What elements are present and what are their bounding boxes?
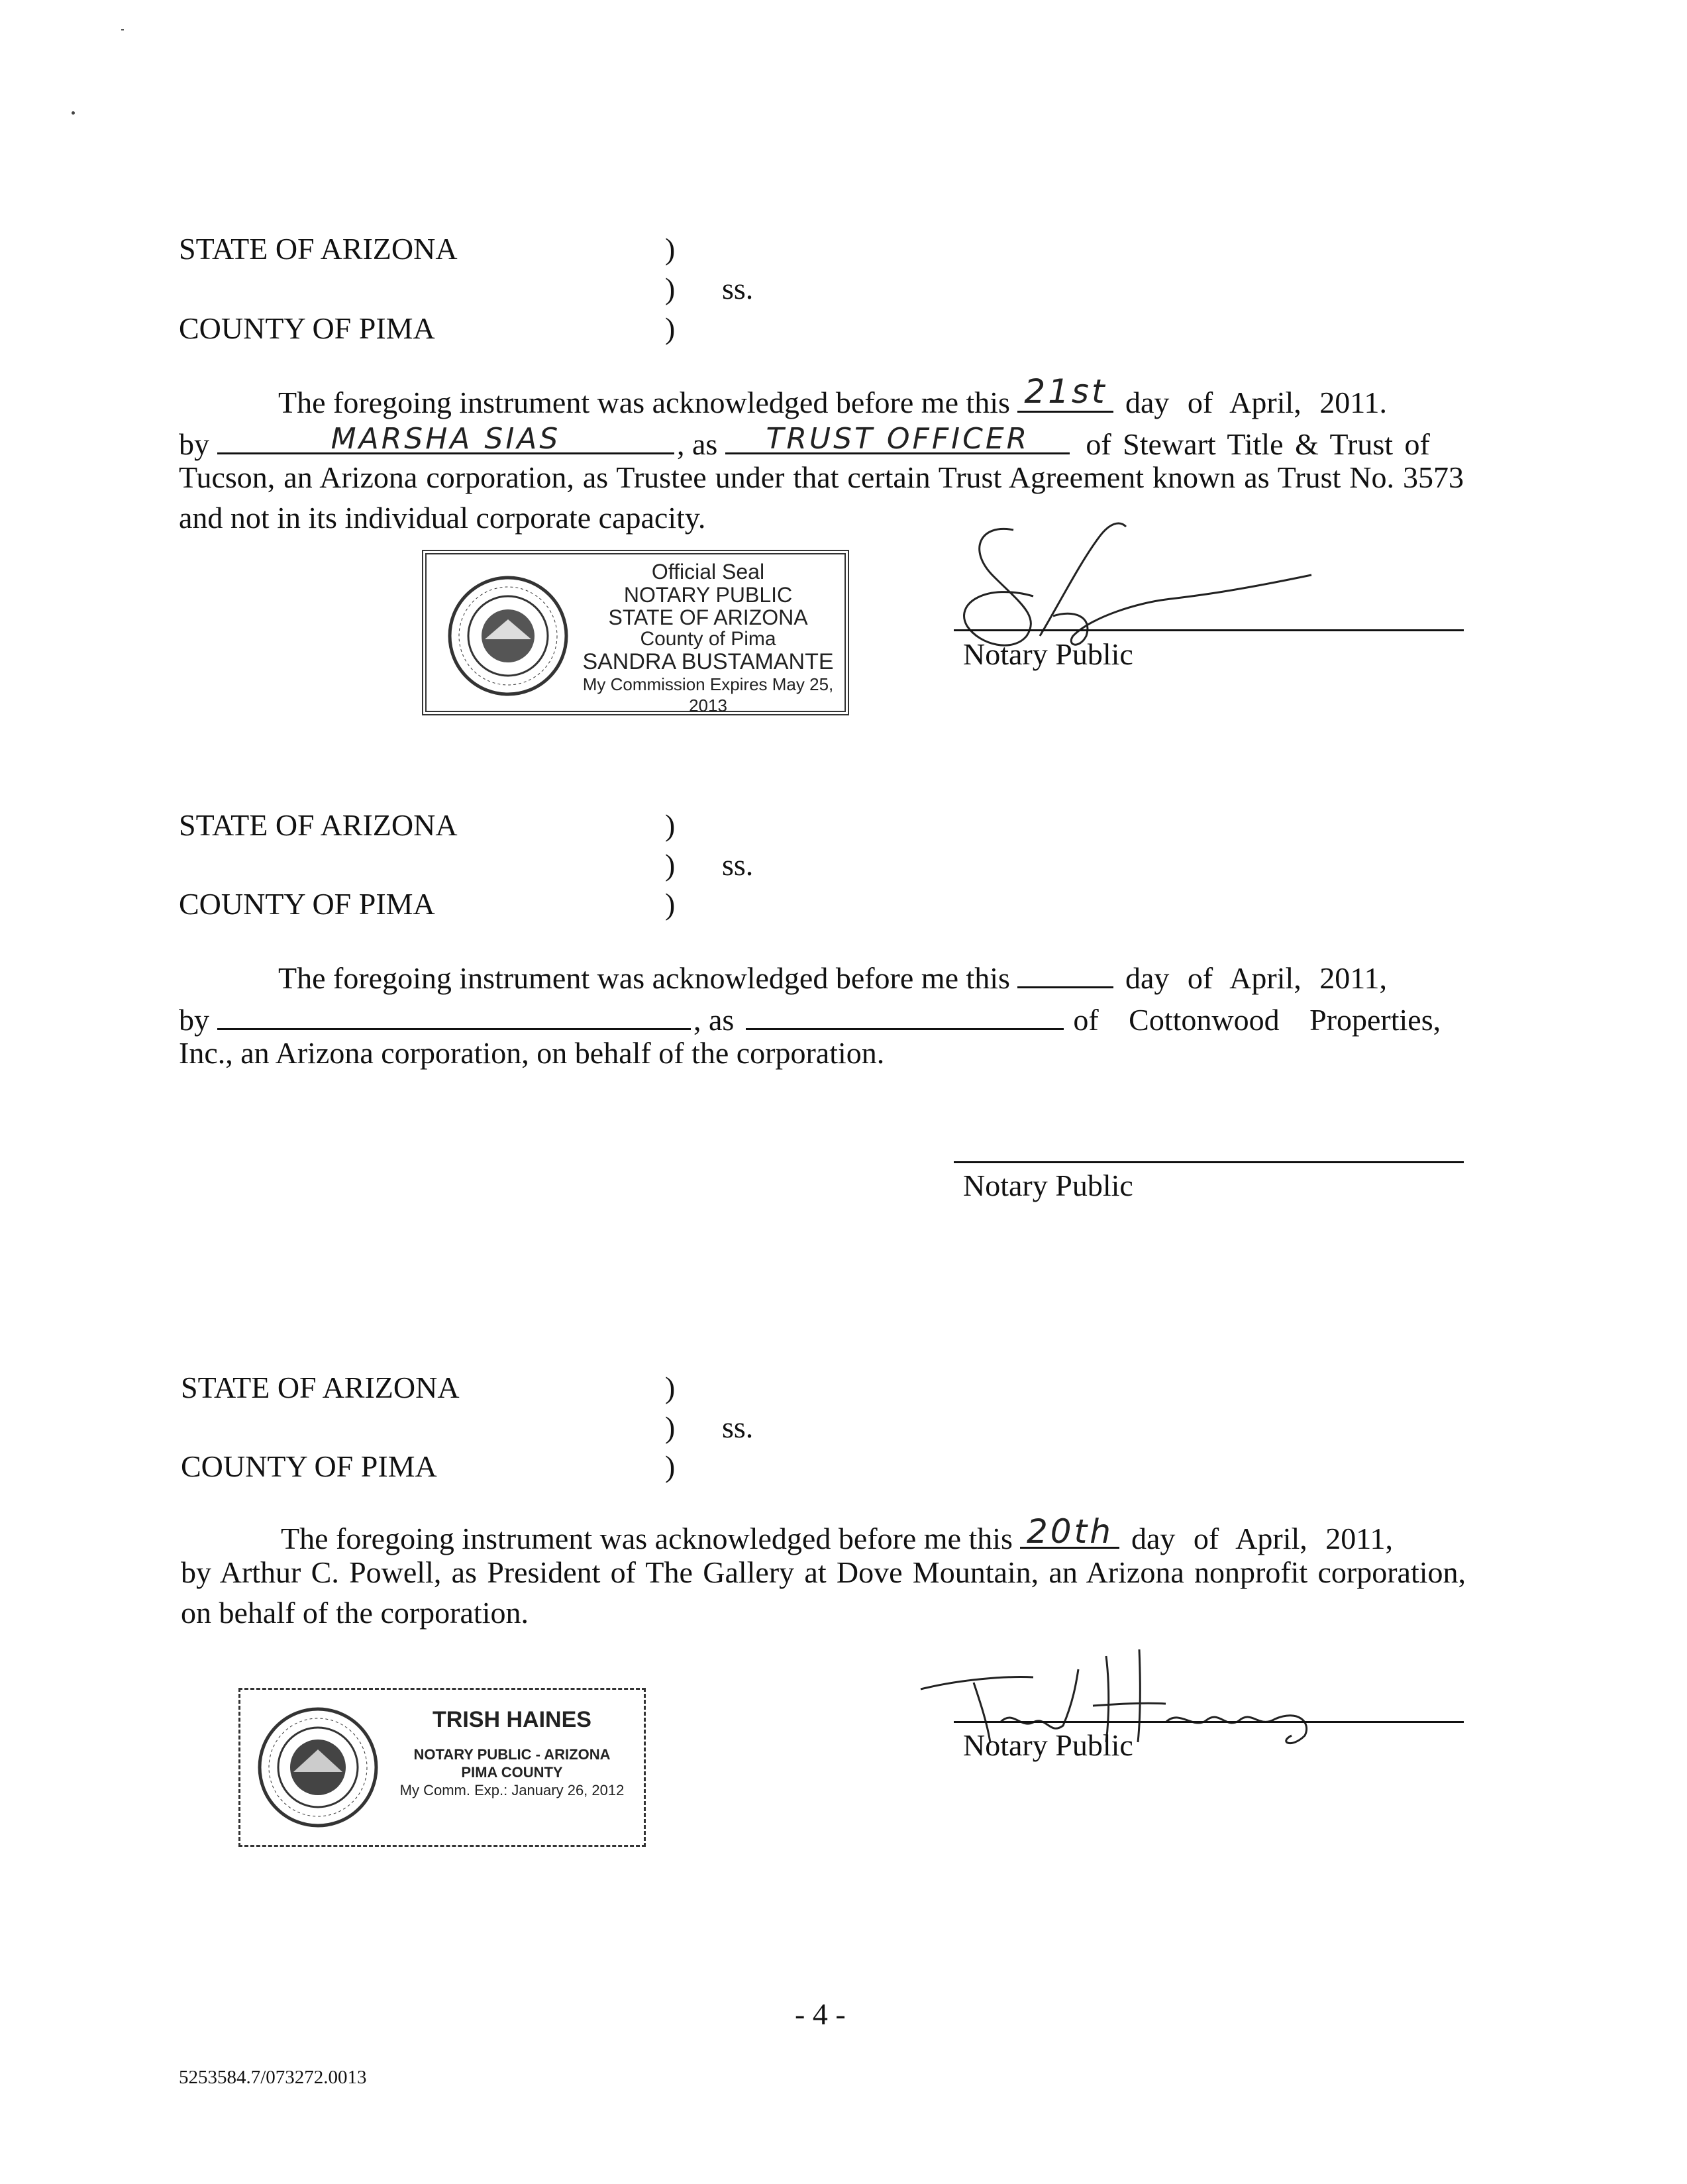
day-handwritten: 20th (1026, 1512, 1113, 1551)
seal-line: County of Pima (640, 628, 776, 650)
seal-line: NOTARY PUBLIC (623, 583, 793, 607)
name-blank[interactable] (217, 1002, 691, 1030)
entity-paragraph: Inc., an Arizona corporation, on behalf of the corporation. (179, 1036, 885, 1070)
paren: ) (665, 887, 676, 921)
paren: ) (665, 311, 676, 345)
county-caption: COUNTY OF PIMA (181, 1449, 437, 1483)
official-seal-stamp (422, 550, 849, 715)
state-caption: STATE OF ARIZONA (179, 232, 458, 266)
seal-text (383, 1703, 641, 1800)
ack-tail: day of April, 2011, (1131, 1522, 1394, 1555)
day-blank (1020, 1512, 1119, 1551)
by-line (179, 1002, 1464, 1035)
ack-line (281, 1512, 1394, 1555)
notary-seal-stamp (238, 1688, 646, 1847)
document-id: 5253584.7/073272.0013 (179, 2067, 367, 2088)
as-label: , as (677, 427, 718, 461)
ack-line (278, 372, 1388, 419)
ss-label: ss. (722, 272, 754, 305)
entity-paragraph: by Arthur C. Powell, as President of The Gallery at Dove Mountain, an Arizona nonprofit corporation, on behalf of the corporation. (181, 1555, 1466, 1630)
ack-lead: The foregoing instrument was acknowledged before me this (278, 386, 1010, 419)
seal-line: STATE OF ARIZONA (608, 605, 808, 629)
page-number: - 4 - (795, 1997, 846, 2031)
paren: ) (665, 272, 676, 305)
notary-label: Notary Public (963, 637, 1133, 671)
ack-lead: The foregoing instrument was acknowledged before me this (278, 961, 1010, 995)
by-line (179, 422, 1464, 461)
seal-line: SANDRA BUSTAMANTE (582, 649, 834, 674)
notary-signature-line (954, 629, 1464, 631)
state-seal-icon (255, 1704, 381, 1830)
county-caption: COUNTY OF PIMA (179, 887, 435, 921)
paren: ) (665, 1449, 676, 1483)
ack-tail: day of April, 2011, (1125, 961, 1388, 995)
name-handwritten: MARSHA SIAS (331, 422, 561, 456)
ss-label: ss. (722, 848, 754, 882)
as-label: , as (693, 1003, 735, 1037)
title-blank[interactable] (746, 1002, 1064, 1030)
by-label: by (179, 427, 209, 461)
entity-lead: of Stewart Title & Trust of (1086, 427, 1430, 461)
day-handwritten: 21st (1024, 372, 1107, 411)
paren: ) (665, 1410, 676, 1444)
notary-label: Notary Public (963, 1728, 1133, 1762)
notary-signature-line (954, 1721, 1464, 1723)
seal-line: Official Seal (651, 560, 765, 584)
seal-name: TRISH HAINES (433, 1707, 591, 1732)
state-caption: STATE OF ARIZONA (181, 1371, 460, 1404)
seal-line: My Commission Expires May 25, 2013 (582, 674, 834, 715)
seal-line: PIMA COUNTY (461, 1764, 563, 1781)
paren: ) (665, 232, 676, 266)
paren: ) (665, 808, 676, 842)
paren: ) (665, 1371, 676, 1404)
entity-lead: of Cottonwood Properties, (1073, 1003, 1441, 1037)
entity-paragraph: Tucson, an Arizona corporation, as Trustee under that certain Trust Agreement known as Trust No. 3573 and not in its individual corporate capacity. (179, 460, 1464, 535)
day-blank (1017, 372, 1113, 413)
by-label: by (179, 1003, 209, 1037)
state-seal-icon (445, 573, 571, 699)
ack-tail: day of April, 2011. (1125, 386, 1388, 419)
title-handwritten: TRUST OFFICER (766, 422, 1030, 456)
seal-text (572, 560, 844, 716)
state-caption: STATE OF ARIZONA (179, 808, 458, 842)
day-blank[interactable] (1017, 960, 1113, 988)
seal-line: My Comm. Exp.: January 26, 2012 (399, 1782, 625, 1798)
title-blank (725, 422, 1070, 456)
ss-label: ss. (722, 1410, 754, 1444)
scan-speck (121, 29, 124, 30)
county-caption: COUNTY OF PIMA (179, 311, 435, 345)
notary-signature-line (954, 1161, 1464, 1163)
name-blank (217, 422, 674, 456)
ack-line (278, 960, 1387, 994)
scan-speck (72, 111, 75, 115)
notary-label: Notary Public (963, 1169, 1133, 1202)
seal-line: NOTARY PUBLIC - ARIZONA (413, 1746, 611, 1763)
paren: ) (665, 848, 676, 882)
ack-lead: The foregoing instrument was acknowledged before me this (281, 1522, 1013, 1555)
